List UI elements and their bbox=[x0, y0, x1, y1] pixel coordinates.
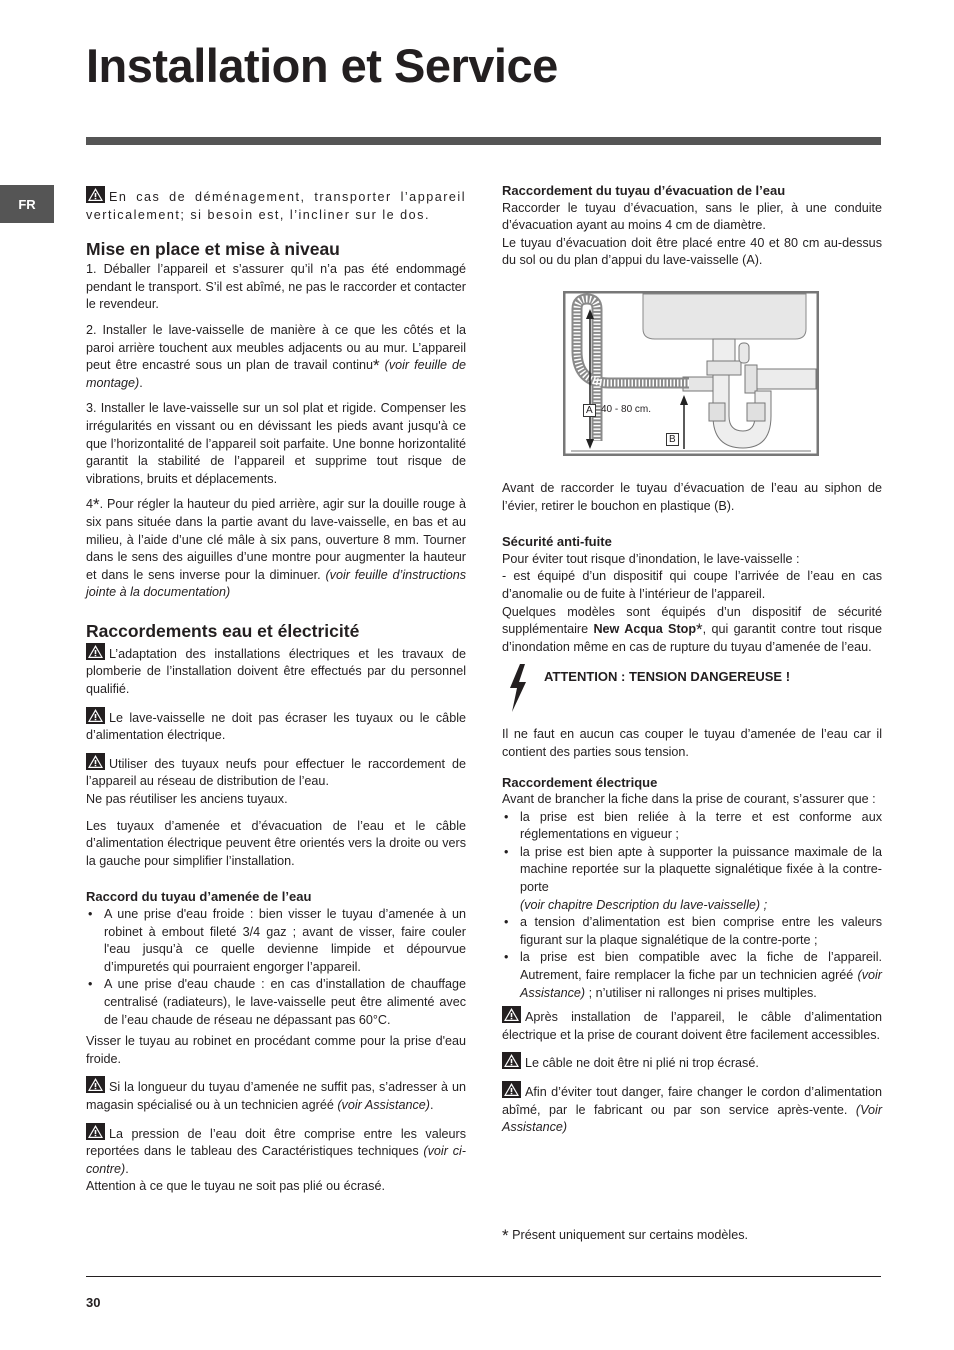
footnote-text: Présent uniquement sur certains modèles. bbox=[512, 1228, 749, 1242]
heading-raccordements: Raccordements eau et électricité bbox=[86, 620, 360, 641]
drain-hose-diagram bbox=[563, 291, 819, 456]
safety-paragraph-3-text: Quelques modèles sont équipés d’un dispositif de sécurité supplémentaire bbox=[502, 604, 882, 637]
assistance-reference: (Voir Assistance) bbox=[502, 1102, 883, 1135]
intro-warning bbox=[86, 186, 466, 224]
brand-new-acqua-stop: New Acqua Stop bbox=[593, 622, 697, 637]
warning-crush-hoses-text: Le lave-vaisselle ne doit pas écraser les tuyaux ou le câble d’alimentation électrique. bbox=[86, 710, 466, 743]
warning-cable bbox=[502, 1052, 882, 1073]
warning-triangle-icon bbox=[502, 1081, 521, 1098]
right-column bbox=[502, 182, 882, 1145]
list-item: • a tension d’alimentation est bien comprise entre les valeurs figurant sur la plaque signalétique de la contre-porte ; bbox=[502, 914, 882, 949]
subheading-amenee: Raccord du tuyau d’amenée de l’eau bbox=[86, 889, 312, 905]
top-divider bbox=[86, 137, 881, 145]
evac-paragraph-1: Raccorder le tuyau d’évacuation, sans le plier, à une conduite d’évacuation ayant au moins 4 cm de diamètre. bbox=[502, 200, 882, 233]
heading-mise-en-place: Mise en place et mise à niveau bbox=[86, 239, 340, 260]
safety-paragraph-1: Pour éviter tout risque d’inondation, le lave-vaisselle : bbox=[502, 551, 800, 566]
safety-paragraph-3-tail: , qui garantit contre tout risque d’inondation même en cas de rupture du tuyau d’amenée de l’eau. bbox=[502, 622, 882, 654]
step-2: 2. Installer le lave-vaisselle de manière à ce que les côtés et la paroi arrière touchent aux meubles adjacents ou au mur. L’appareil peut être encastré sous un plan de travail continu* (voir feuille de montage). bbox=[86, 322, 466, 390]
inlet-list bbox=[86, 906, 466, 1029]
asterisk: * bbox=[373, 356, 380, 376]
left-column bbox=[86, 186, 466, 1204]
warning-accessible bbox=[502, 1006, 882, 1044]
electric-intro: Avant de brancher la fiche dans la prise de courant, s’assurer que : bbox=[502, 792, 876, 807]
asterisk: * bbox=[93, 495, 100, 515]
warning-triangle-icon bbox=[502, 1052, 521, 1069]
warning-new-hoses-text: Utiliser des tuyaux neufs pour effectuer le raccordement de l’appareil au réseau de distribution de l’eau. bbox=[86, 756, 466, 789]
list-item: • la prise est bien reliée à la terre et est conforme aux réglementations en vigueur ; bbox=[502, 809, 882, 844]
lightning-bolt-icon bbox=[507, 664, 529, 712]
warning-qualified-staff-text: L’adaptation des installations électriques et les travaux de plomberie de l’installation doivent être effectués par du personnel qualifié. bbox=[86, 646, 466, 697]
evac-paragraph-2: Le tuyau d’évacuation doit être placé entre 40 et 80 cm au-dessus du sol ou du plan d’appui du lave-vaisselle (A). bbox=[502, 235, 882, 268]
warning-triangle-icon bbox=[502, 1006, 521, 1023]
page-number: 30 bbox=[86, 1295, 101, 1310]
warning-triangle-icon bbox=[86, 186, 105, 203]
siphon-note: Avant de raccorder le tuyau d’évacuation de l’eau au siphon de l’évier, retirer le bouchon en plastique (B). bbox=[502, 480, 882, 513]
list-item-tail: ; n’utiliser ni rallonges ni prises multiples. bbox=[585, 985, 817, 1000]
screw-note: Visser le tuyau au robinet en procédant comme pour la prise d'eau froide. bbox=[86, 1034, 466, 1066]
list-item: • A une prise d'eau chaude : en cas d’installation de chauffage centralisé (radiateurs), le lave-vaisselle peut être alimenté avec de l’eau chaude de réseau ne dépassant pas 60°C. bbox=[86, 976, 466, 1029]
drain-hose-illustration bbox=[563, 291, 819, 456]
hose-caution: Attention à ce que le tuyau ne soit pas plié ou écrasé. bbox=[86, 1179, 385, 1194]
warning-cord bbox=[502, 1081, 882, 1137]
warning-cord-text: Afin d’éviter tout danger, faire changer le cordon d’alimentation abîmé, par le fabricant ou par son service après-vente. bbox=[502, 1085, 882, 1117]
step-4-number: 4 bbox=[86, 497, 94, 512]
step-4-reference: (voir feuille d’instructions jointe à la documentation) bbox=[86, 567, 467, 600]
assistance-reference: (voir Assistance) bbox=[337, 1097, 430, 1112]
warning-triangle-icon bbox=[86, 753, 105, 770]
step-4 bbox=[86, 496, 466, 602]
assistance-reference: (voir Assistance) bbox=[520, 968, 882, 1000]
warning-hose-length-text: Si la longueur du tuyau d’amenée ne suffit pas, s’adresser à un magasin spécialisé ou à un technicien agréé bbox=[86, 1080, 466, 1112]
step-2-text: 2. Installer le lave-vaisselle de manière à ce que les côtés et la paroi arrière touchent aux meubles adjacents ou au mur. L’appareil peut être encastré sous un plan de travail continu bbox=[86, 322, 466, 373]
warning-triangle-icon bbox=[86, 1123, 105, 1140]
list-item bbox=[502, 949, 882, 1002]
list-item-text: la prise est bien compatible avec la fiche de l’appareil. Autrement, faire remplacer la fiche par un technicien agréé bbox=[520, 950, 882, 983]
subheading-securite: Sécurité anti-fuite bbox=[502, 534, 612, 550]
page-title: Installation et Service bbox=[86, 39, 558, 92]
description-reference: (voir chapitre Description du lave-vaisselle) ; bbox=[520, 897, 768, 912]
step-1: 1. Déballer l’appareil et s’assurer qu’il n’a pas été endommagé pendant le transport. S’il est abîmé, ne pas le raccorder et contacter le revendeur. bbox=[86, 262, 466, 312]
warning-cable-text: Le câble ne doit être ni plié ni trop écrasé. bbox=[525, 1056, 759, 1071]
intro-warning-text: En cas de déménagement, transporter l’appareil verticalement; si besoin est, l’incliner sur le dos. bbox=[86, 190, 466, 222]
no-reuse: Ne pas réutiliser les anciens tuyaux. bbox=[86, 792, 288, 807]
warning-new-hoses bbox=[86, 753, 466, 791]
footnote bbox=[502, 1226, 749, 1245]
figure-label-b: B bbox=[666, 433, 679, 446]
subheading-evacuation: Raccordement du tuyau d’évacuation de l’eau bbox=[502, 183, 786, 198]
warning-pressure: La pression de l’eau doit être comprise entre les valeurs reportées dans le tableau des Caractéristiques techniques (voir ci-contre). bbox=[86, 1123, 466, 1179]
warning-hose-length: Si la longueur du tuyau d’amenée ne suffit pas, s’adresser à un magasin spécialisé ou à un technicien agréé (voir Assistance). bbox=[86, 1076, 466, 1114]
asterisk: * bbox=[696, 620, 703, 640]
list-item-text: la prise est bien apte à supporter la puissance maximale de la machine reportée sur la plaquette signalétique fixée à la contre-porte bbox=[520, 844, 882, 895]
warning-pressure-text: La pression de l’eau doit être comprise entre les valeurs reportées dans le tableau des Caractéristiques techniques bbox=[86, 1126, 466, 1159]
step-2-reference: (voir feuille de montage) bbox=[86, 358, 466, 390]
warning-triangle-icon bbox=[86, 707, 105, 724]
warning-qualified-staff bbox=[86, 643, 466, 699]
safety-paragraph-3 bbox=[502, 604, 882, 657]
warning-triangle-icon bbox=[86, 1076, 105, 1093]
warning-accessible-text: Après installation de l’appareil, le câble d’alimentation électrique et la prise de courant doivent être facilement accessibles. bbox=[502, 1010, 882, 1042]
list-item bbox=[502, 844, 882, 914]
warning-triangle-icon bbox=[86, 643, 105, 660]
figure-label-a: A bbox=[583, 404, 596, 417]
danger-notice bbox=[502, 664, 882, 712]
asterisk: * bbox=[502, 1226, 509, 1245]
warning-crush-hoses bbox=[86, 707, 466, 745]
electric-checklist bbox=[502, 809, 882, 1003]
list-item: • A une prise d'eau froide : bien visser le tuyau d’amenée à un robinet à embout fileté 3/4 gaz ; avant de visser, faire couler l'eau jusqu’à ce quelle devienne limpide et dépourvue d’impuretés qui pourraient engorger l’appareil. bbox=[86, 906, 466, 976]
figure-dimension: 40 - 80 cm. bbox=[601, 403, 652, 415]
language-tab: FR bbox=[0, 185, 54, 223]
orientation-note: Les tuyaux d’amenée et d’évacuation de l’eau et le câble d’alimentation électrique peuvent être orientés vers la droite ou vers la gauche pour simplifier l’installation. bbox=[86, 818, 466, 868]
step-4-text: . Pour régler la hauteur du pied arrière, agir sur la douille rouge à six pans située dans la partie avant du lave-vaisselle, en bas et au milieu, à l’aide d’une clé mâle à six pans, ouverture 8 mm. Tourner dans le sens des aiguilles d’une montre pour augmenter la hauteur et dans le sens inverse pour la diminuer. bbox=[86, 497, 466, 582]
danger-notice-text: ATTENTION : TENSION DANGEREUSE ! bbox=[544, 669, 791, 685]
tension-note: Il ne faut en aucun cas couper le tuyau d’amenée de l’eau car il contient des parties sous tension. bbox=[502, 727, 882, 759]
bottom-divider bbox=[86, 1276, 881, 1277]
step-3: 3. Installer le lave-vaisselle sur un sol plat et rigide. Compenser les irrégularités en vissant ou en dévissant les pieds avant jusqu'à ce que l’horizontalité de l’appareil soit parfaite. Une bonne horizontalité garantit la stabilité de l’appareil et supprime tout risque de vibrations, bruits et déplacements. bbox=[86, 401, 466, 486]
safety-paragraph-2: - est équipé d’un dispositif qui coupe l’arrivée de l’eau en cas d’anomalie ou de fuite à l’intérieur de l’appareil. bbox=[502, 569, 882, 601]
subheading-electrique: Raccordement électrique bbox=[502, 774, 658, 790]
specs-reference: (voir ci-contre) bbox=[86, 1144, 466, 1176]
